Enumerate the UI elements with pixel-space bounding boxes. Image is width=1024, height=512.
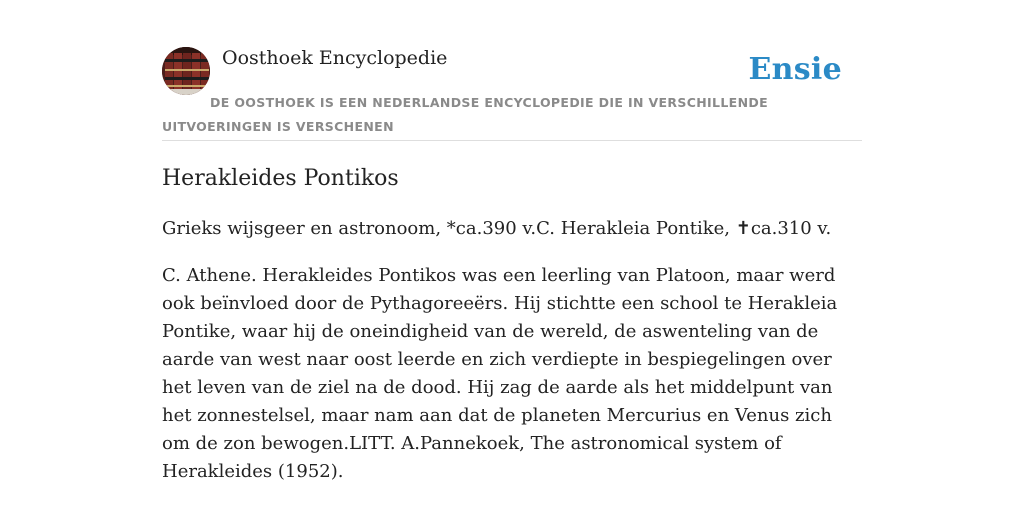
- article-title: Herakleides Pontikos: [162, 166, 399, 191]
- source-header: [162, 46, 862, 141]
- article-paragraph-1: Grieks wijsgeer en astronoom, *ca.390 v.C. Herakleia Pontike, ✝ca.310 v.: [162, 218, 832, 239]
- brand-logo[interactable]: Ensie: [748, 52, 842, 87]
- article: [162, 162, 864, 486]
- article-paragraph-2: C. Athene. Herakleides Pontikos was een leerling van Platoon, maar werd ook beïnvloed door de Pythagoreeërs. Hij stichtte een school te Herakleia Pontike, waar hij de oneindigheid van de wereld, de aswenteling van de aarde van west naar oost leerde en zich verdiepte in bespiegelingen over het leven van de ziel na de dood. Hij zag de aarde als het middelpunt van het zonnestelsel, maar nam aan dat de planeten Mercurius en Venus zich om de zon bewogen.LITT. A.Pannekoek, The astronomical system of Herakleides (1952).: [162, 265, 838, 482]
- book-spines-icon: [162, 47, 210, 95]
- source-subtitle: DE OOSTHOEK IS EEN NEDERLANDSE ENCYCLOPEDIE DIE IN VERSCHILLENDE UITVOERINGEN IS VERSCHENEN: [162, 95, 768, 134]
- source-title[interactable]: Oosthoek Encyclopedie: [222, 47, 448, 69]
- source-avatar[interactable]: [162, 47, 210, 95]
